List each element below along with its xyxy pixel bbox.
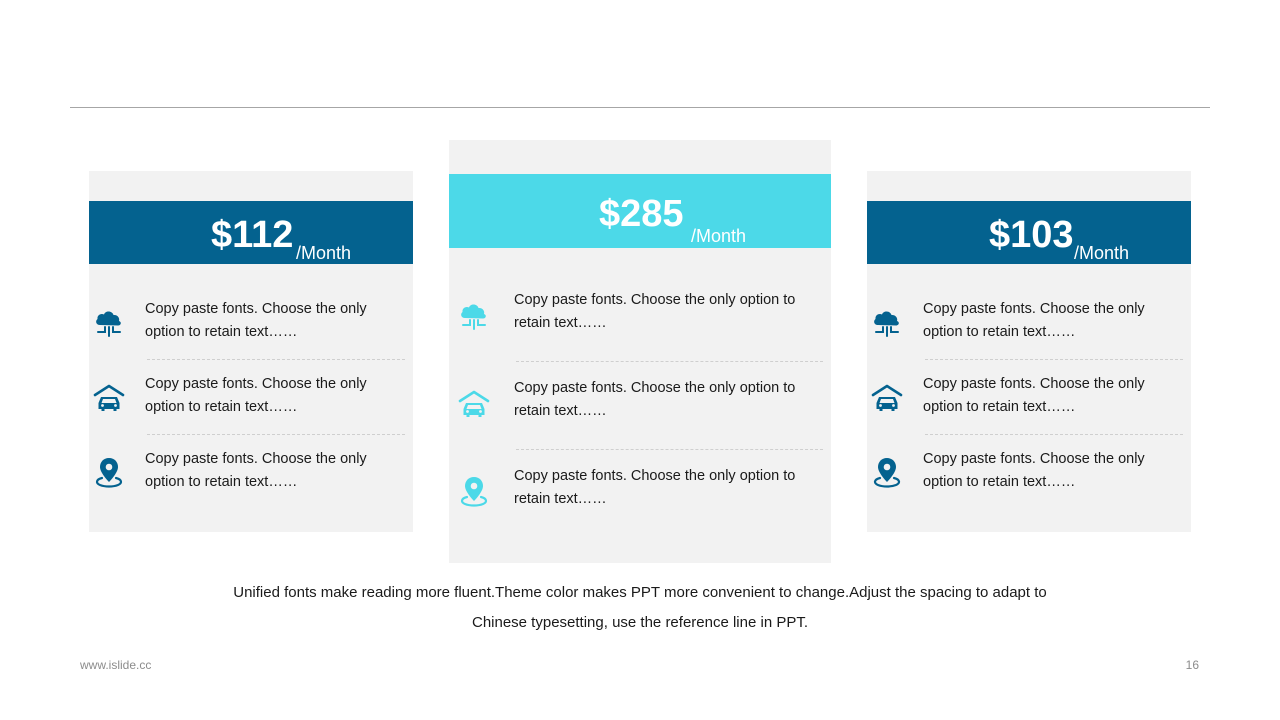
garage-car-icon [869, 380, 905, 416]
feature-text: Copy paste fonts. Choose the only option to retain text…… [923, 451, 1145, 490]
price-period: /Month [296, 243, 352, 263]
price-header-3 [867, 201, 1191, 264]
garage-car-icon [456, 386, 492, 422]
footer-website: www.islide.cc [80, 658, 152, 672]
price-period: /Month [1074, 243, 1130, 263]
description-line-2: Chinese typesetting, use the reference line in PPT. [471, 614, 809, 631]
feature-divider [925, 359, 1183, 360]
cloud-network-icon [456, 298, 492, 334]
location-pin-icon [91, 455, 127, 491]
description-text [160, 578, 1120, 638]
feature-text: Copy paste fonts. Choose the only option to retain text…… [145, 451, 367, 490]
feature-text: Copy paste fonts. Choose the only option to retain text…… [145, 376, 367, 415]
feature-divider [147, 359, 405, 360]
price-value: $285 [599, 193, 684, 235]
feature-divider [516, 361, 823, 362]
location-pin-icon [869, 455, 905, 491]
top-divider-line [70, 107, 1210, 108]
feature-text: Copy paste fonts. Choose the only option to retain text…… [923, 301, 1145, 340]
feature-text: Copy paste fonts. Choose the only option to retain text…… [514, 468, 796, 507]
price-header-1 [89, 201, 413, 264]
feature-divider [147, 434, 405, 435]
cloud-network-icon [869, 305, 905, 341]
cloud-network-icon [91, 305, 127, 341]
feature-divider [516, 449, 823, 450]
price-header-2 [449, 174, 831, 248]
feature-text: Copy paste fonts. Choose the only option to retain text…… [514, 380, 796, 419]
price-value: $112 [211, 214, 294, 256]
feature-text: Copy paste fonts. Choose the only option to retain text…… [514, 292, 796, 331]
price-value: $103 [989, 214, 1074, 256]
price-period: /Month [691, 226, 747, 246]
pricing-card-3 [867, 171, 1191, 532]
pricing-card-2 [449, 140, 831, 563]
pricing-card-1 [89, 171, 413, 532]
feature-divider [925, 434, 1183, 435]
description-line-1: Unified fonts make reading more fluent.Theme color makes PPT more convenient to change.Adjust the spacing to adapt to [233, 584, 1047, 601]
page-number: 16 [1185, 658, 1199, 672]
feature-text: Copy paste fonts. Choose the only option to retain text…… [923, 376, 1145, 415]
location-pin-icon [456, 474, 492, 510]
garage-car-icon [91, 380, 127, 416]
feature-text: Copy paste fonts. Choose the only option to retain text…… [145, 301, 367, 340]
